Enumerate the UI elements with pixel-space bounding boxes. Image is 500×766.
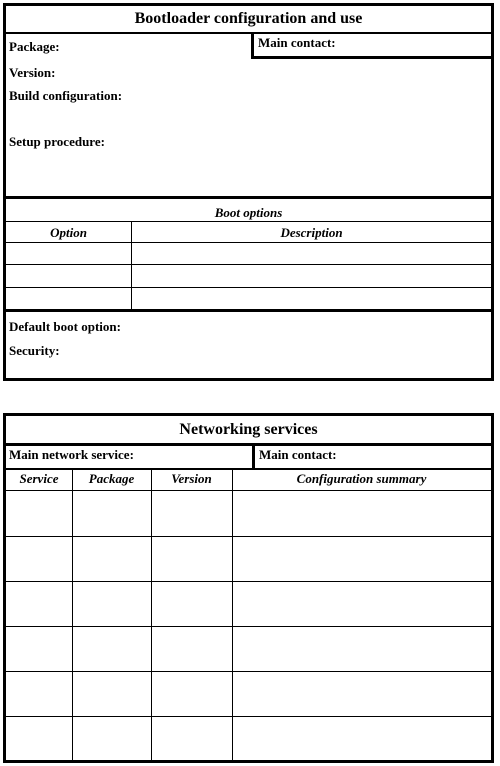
description-column-header: Description <box>280 225 343 240</box>
bootloader-form <box>3 3 494 381</box>
networking-header-row <box>6 443 491 470</box>
networking-column-divider <box>232 470 233 760</box>
table-row <box>6 264 491 265</box>
boot-options-bottom-divider <box>6 309 491 312</box>
table-row <box>6 626 491 627</box>
table-row <box>6 536 491 537</box>
version-field: Version: <box>9 65 56 80</box>
table-row <box>6 581 491 582</box>
networking-header-rule <box>6 490 491 491</box>
configuration-summary-column-header: Configuration summary <box>296 471 427 486</box>
default-boot-option-field: Default boot option: <box>9 319 121 334</box>
build-configuration-field: Build configuration: <box>9 88 123 103</box>
networking-main-contact-field: Main contact: <box>252 443 491 468</box>
boot-options-title-rule <box>6 221 491 222</box>
main-network-service-field: Main network service: <box>9 447 134 462</box>
networking-column-divider <box>72 470 73 760</box>
boot-options-header-rule <box>6 242 491 243</box>
service-column-header: Service <box>19 471 59 486</box>
setup-procedure-field: Setup procedure: <box>9 134 105 149</box>
package-column-header: Package <box>88 471 135 486</box>
boot-options-title: Boot options <box>214 205 283 220</box>
networking-title: Networking services <box>6 416 491 446</box>
boot-options-divider <box>6 196 491 199</box>
boot-options-column-divider <box>131 221 132 309</box>
table-row <box>6 287 491 288</box>
package-field: Package: <box>9 39 60 54</box>
option-column-header: Option <box>50 225 87 240</box>
table-row <box>6 716 491 717</box>
table-row <box>6 671 491 672</box>
bootloader-main-contact-field: Main contact: <box>251 32 491 59</box>
networking-form <box>3 413 494 763</box>
security-field: Security: <box>9 343 60 358</box>
networking-column-divider <box>151 470 152 760</box>
version-column-header: Version <box>171 471 212 486</box>
bootloader-title: Bootloader configuration and use <box>6 6 491 34</box>
